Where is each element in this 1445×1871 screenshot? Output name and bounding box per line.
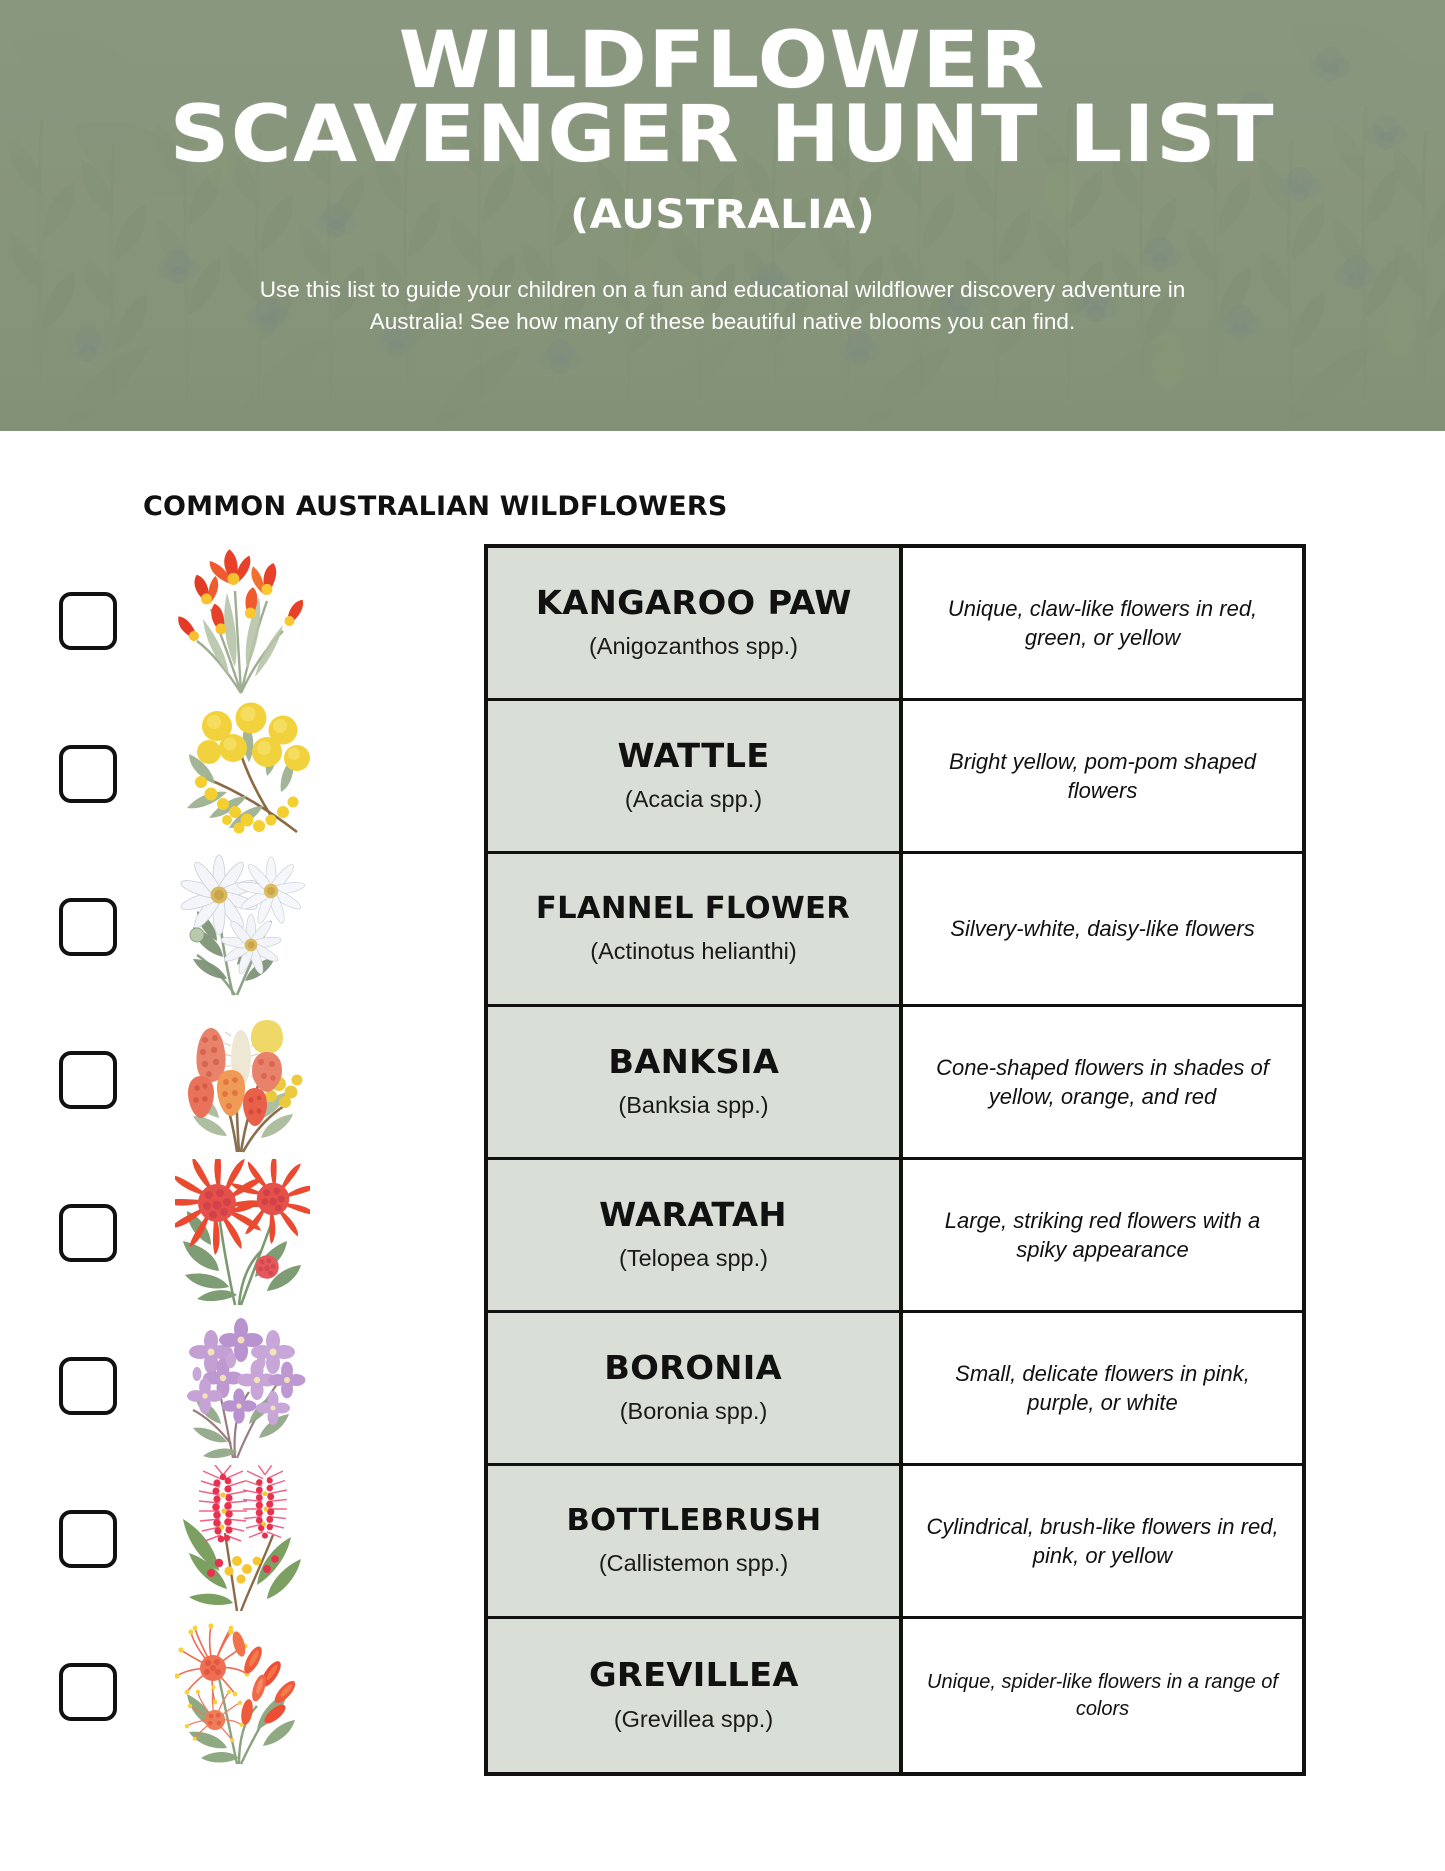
flower-description: Bright yellow, pom-pom shaped flowers [949,748,1256,803]
illustration-cell [145,1003,340,1156]
flower-name: KANGAROO PAW [535,582,852,622]
checkbox-cell [0,850,145,1003]
checkbox-grevillea[interactable] [59,1663,117,1721]
checkbox-cell [0,697,145,850]
table-row [488,1313,1302,1466]
checkbox-boronia[interactable] [59,1357,117,1415]
description-cell [903,548,1302,698]
flower-description: Large, striking red flowers with a spiky appearance [944,1207,1261,1262]
bottlebrush-illustration [175,1465,310,1613]
description-cell [903,1007,1302,1157]
page-subtitle: (AUSTRALIA) [569,191,876,238]
flower-name: WATTLE [617,735,770,775]
description-cell [903,1619,1302,1772]
checkbox-cell [0,1156,145,1309]
page-title-line-2: SCAVENGER HUNT LIST [169,89,1276,180]
checkbox-kangaroo-paw[interactable] [59,592,117,650]
name-cell [488,1619,903,1772]
flower-name: BANKSIA [608,1041,779,1081]
description-cell [903,854,1302,1004]
flower-scientific-name: (Actinotus helianthi) [590,937,797,964]
flower-description: Silvery-white, daisy-like flowers [950,916,1255,942]
page-header [0,0,1445,431]
section-heading: COMMON AUSTRALIAN WILDFLOWERS [143,491,728,522]
flannel-flower-illustration [175,853,310,1001]
flower-description: Cone-shaped flowers in shades of yellow, orange, and red [936,1054,1269,1109]
kangaroo-paw-illustration [175,547,310,695]
table-row [488,854,1302,1007]
flower-name: FLANNEL FLOWER [536,891,851,927]
flower-description: Unique, spider-like flowers in a range of colors [927,1671,1278,1720]
checkbox-cell [0,1003,145,1156]
page-title-line-1: WILDFLOWER [398,16,1047,106]
checkbox-cell [0,1309,145,1462]
table-row [488,1160,1302,1313]
table-row [488,1619,1302,1772]
checkbox-wattle[interactable] [59,745,117,803]
checkbox-banksia[interactable] [59,1051,117,1109]
grevillea-illustration [175,1618,310,1766]
banksia-illustration [175,1006,310,1154]
checkbox-cell [0,1615,145,1768]
description-cell [903,1160,1302,1310]
flower-scientific-name: (Boronia spp.) [619,1398,768,1425]
name-cell [488,1007,903,1157]
checkbox-bottlebrush[interactable] [59,1510,117,1568]
name-cell [488,548,903,698]
illustration-cell [145,1156,340,1309]
wattle-illustration [175,700,310,848]
main-content [0,431,1445,1871]
illustration-cell [145,544,340,697]
table-row [488,701,1302,854]
name-cell [488,701,903,851]
waratah-illustration [175,1159,310,1307]
table-row [488,548,1302,701]
illustration-cell [145,1462,340,1615]
flower-name: GREVILLEA [588,1655,799,1695]
checkbox-cell [0,1462,145,1615]
flower-scientific-name: (Acacia spp.) [624,786,763,813]
wildflower-checklist [0,544,1445,1768]
boronia-illustration [175,1312,310,1460]
flower-scientific-name: (Anigozanthos spp.) [588,633,798,660]
illustration-cell [145,1615,340,1768]
description-cell [903,1313,1302,1463]
wildflower-table [484,544,1306,1776]
description-cell [903,701,1302,851]
description-cell [903,1466,1302,1616]
flower-scientific-name: (Banksia spp.) [618,1092,769,1119]
flower-scientific-name: (Telopea spp.) [619,1245,768,1272]
flower-name: BOTTLEBRUSH [566,1503,821,1539]
flower-description: Small, delicate flowers in pink, purple, or white [955,1360,1250,1415]
flower-name: BORONIA [604,1347,783,1387]
illustration-cell [145,1309,340,1462]
flower-scientific-name: (Grevillea spp.) [613,1705,774,1732]
intro-paragraph: Use this list to guide your children on a fun and educational wildflower discovery adventure in Australia! See how many of these beautiful native blooms you can find. [259,276,1186,335]
flower-description: Cylindrical, brush-like flowers in red, pink, or yellow [926,1513,1279,1568]
checkbox-flannel-flower[interactable] [59,898,117,956]
flower-name: WARATAH [599,1194,788,1234]
name-cell [488,1466,903,1616]
illustration-cell [145,850,340,1003]
illustration-cell [145,697,340,850]
flower-scientific-name: (Callistemon spp.) [598,1549,789,1576]
flower-description: Unique, claw-like flowers in red, green, or yellow [947,595,1258,650]
checkbox-cell [0,544,145,697]
table-row [488,1007,1302,1160]
name-cell [488,854,903,1004]
checkbox-waratah[interactable] [59,1204,117,1262]
name-cell [488,1160,903,1310]
name-cell [488,1313,903,1463]
table-row [488,1466,1302,1619]
